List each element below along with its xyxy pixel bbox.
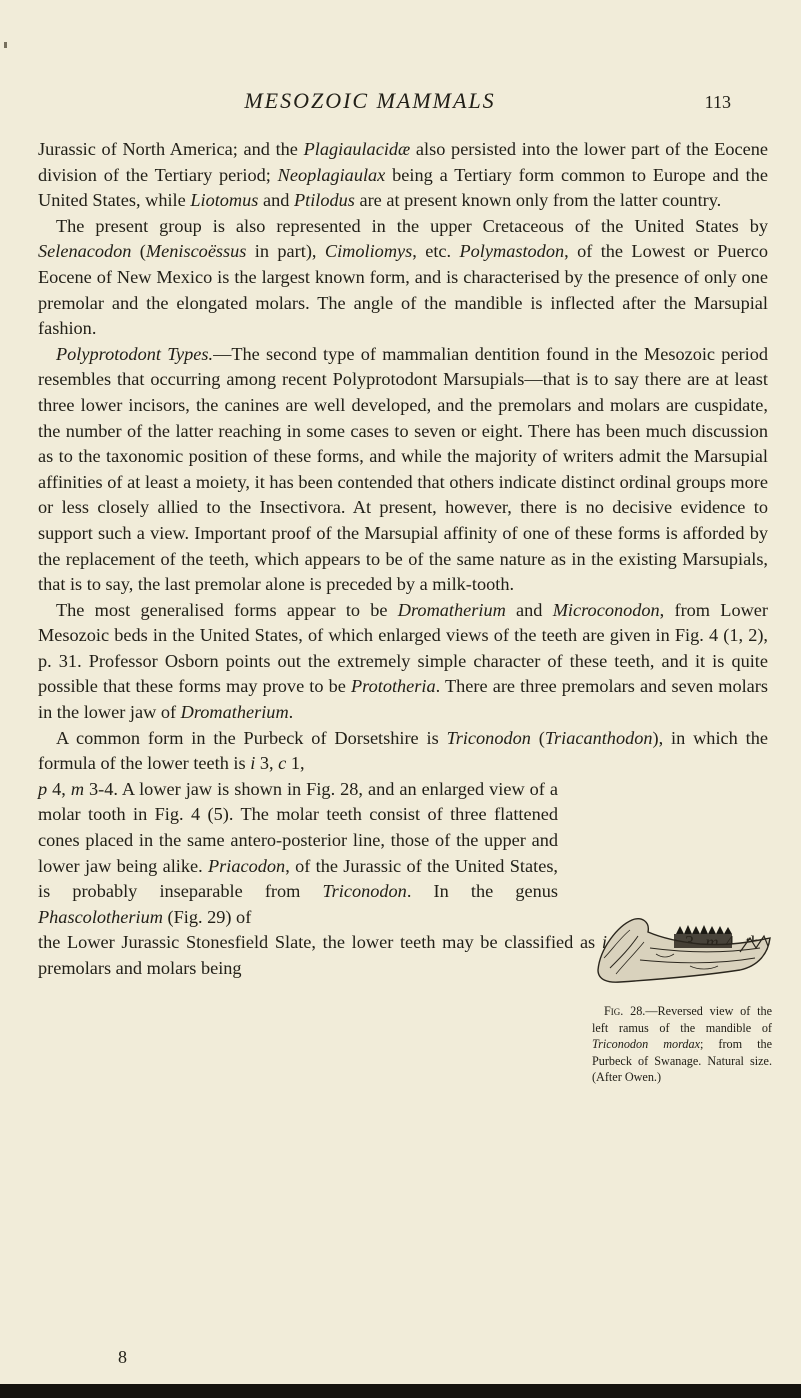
italic-term: Triacanthodon: [544, 727, 653, 748]
text-run: , from Lower Mesozoic beds in the United States, of which enlarged views of the teeth are given in Fig. 4 (1, 2), p. 31. Professor Osborn points out the extremely simple character of these teeth, and it is quite possible that these forms may prove to be: [38, 599, 768, 697]
italic-term: Ptilodus: [293, 190, 355, 211]
italic-term: Prototheria: [351, 676, 436, 697]
signature-mark: 8: [118, 1347, 127, 1367]
text-run: and: [258, 190, 294, 211]
text-run: (: [530, 727, 545, 748]
page-bottom-edge: [0, 1384, 801, 1398]
text-run: , etc.: [412, 241, 460, 262]
italic-term: Triconodon mordax: [592, 1037, 700, 1051]
page-blemish: [4, 42, 7, 48]
text-run: 4,: [47, 778, 71, 799]
text-run: (: [131, 241, 146, 262]
text-run: and: [505, 599, 553, 620]
italic-term: Liotomus: [190, 190, 259, 211]
paragraph-2: [38, 214, 768, 342]
italic-term: Neoplagiaulax: [277, 164, 386, 185]
text-run: .: [288, 702, 294, 723]
italic-term: p: [38, 778, 48, 799]
text-run: —Reversed view of the left ramus of the mandible of: [592, 1004, 772, 1035]
italic-term: Dromatherium: [397, 599, 506, 620]
paragraph-4: [38, 598, 768, 726]
figure-28-jaw-illustration: [590, 908, 780, 998]
figure-28-caption: [592, 1003, 772, 1086]
running-head: [0, 88, 801, 118]
text-run: 3-4. A lower jaw is shown in Fig. 28, and an enlarged view of a molar tooth in Fig. 4 (5). The molar teeth consist of three flattened cones placed in the same antero-posterior line, those of the upper and lower jaw being alike.: [38, 778, 558, 876]
text-run: ), in which the formula of the lower teeth is: [38, 727, 768, 774]
text-run: , of the Lowest or Puerco Eocene of New Mexico is the largest known form, and is characterised by the presence of only one premolar and the elongated molars. The angle of the mandible is inflected after the Marsupial fashion.: [38, 241, 769, 339]
text-run: (Fig. 29) of: [162, 906, 252, 927]
text-run: 4, premolars and molars being: [38, 932, 739, 978]
italic-term: Microconodon: [552, 599, 660, 620]
italic-term: Polyprotodont Types.: [56, 343, 214, 364]
text-run: . In the genus: [406, 881, 559, 902]
italic-term: Cimoliomys: [324, 241, 413, 262]
text-run: 3,: [255, 753, 279, 774]
italic-term: Plagiaulacidæ: [303, 139, 411, 159]
text-run: —The second type of mammalian dentition found in the Mesozoic period resembles that occurring among recent Polyprotodont Marsupials—that is to say there are at least three lower incisors, the canines are well developed, and the premolars and molars are cuspidate, the number of the latter reaching in some cases to seven or eight. There has been much discussion as to the taxonomic position of these forms, and while the majority of writers admit the Marsupial affinities of at least a moiety, it has been contended that others indicate distinct ordinal groups more or less closely allied to the Insectivora. At present, however, there is no decisive evidence to support such a view. Important proof of the Marsupial affinity of one of these forms is afforded by the replacement of the teeth, which appears to be of the same nature as in the existing Marsupials, that is to say, the last premolar alone is preceded by a milk-tooth.: [38, 343, 768, 595]
italic-term: Polymastodon: [459, 241, 565, 262]
body-text: [38, 137, 768, 982]
paragraph-3: [38, 342, 768, 598]
text-run: The most generalised forms appear to be: [56, 599, 398, 620]
text-run: are at present known only from the latter country.: [354, 190, 722, 211]
italic-term: i: [250, 753, 256, 774]
text-run: Fig. 28.: [604, 1004, 646, 1018]
italic-term: Phascolotherium: [38, 906, 163, 927]
text-run: also persisted into the lower part of the Eocene division of the Tertiary period;: [38, 139, 768, 185]
text-run: being a Tertiary form common to Europe and the United States, while: [38, 164, 768, 211]
text-run: the Lower Jurassic Stonesfield Slate, the lower teeth may be classified as: [38, 932, 602, 953]
italic-term: c: [278, 753, 287, 774]
text-run: Jurassic of North America; and the: [38, 139, 304, 159]
running-head-title: MESOZOIC MAMMALS: [244, 88, 496, 113]
italic-term: Triconodon: [322, 881, 407, 902]
italic-term: i: [601, 932, 607, 953]
text-run: , of the Jurassic of the United States, is probably inseparable from: [38, 855, 559, 902]
text-run: ; from the Purbeck of Swanage. Natural size. (After Owen.): [592, 1037, 772, 1084]
italic-term: m: [70, 778, 85, 799]
italic-term: Selenacodon: [38, 241, 132, 262]
paragraph-1: [38, 137, 768, 214]
italic-term: Priacodon: [208, 855, 286, 876]
italic-term: Meniscoëssus: [145, 241, 247, 262]
text-run: 1,: [286, 753, 305, 774]
paragraph-5: [38, 726, 768, 777]
text-run: . There are three premolars and seven molars in the lower jaw of: [38, 676, 768, 723]
page-number: 113: [704, 92, 731, 112]
italic-term: Dromatherium: [180, 702, 289, 723]
paragraph-5-wrapped: [38, 777, 558, 931]
text-run: The present group is also represented in the upper Cretaceous of the United States by: [56, 215, 768, 236]
mandible-drawing: [590, 908, 780, 998]
italic-term: Triconodon: [446, 727, 531, 748]
text-run: A common form in the Purbeck of Dorsetshire is: [56, 727, 447, 748]
text-run: in part),: [246, 241, 325, 262]
